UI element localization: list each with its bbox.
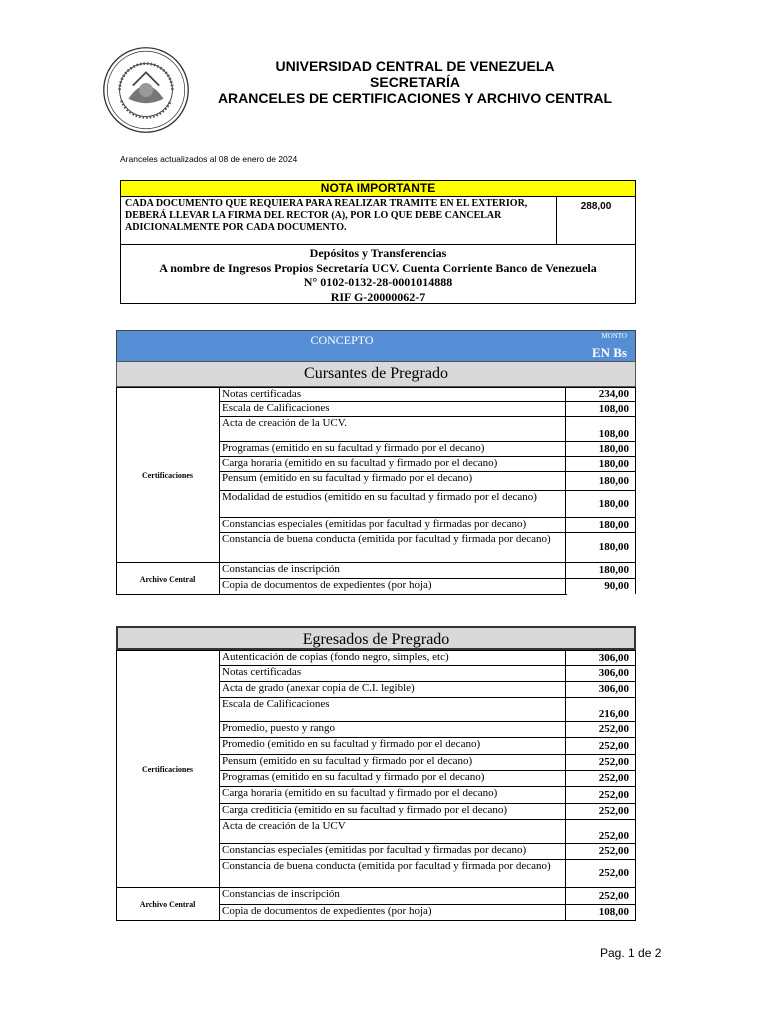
row-amount: 108,00 bbox=[566, 417, 636, 441]
cursantes-group-certificaciones: Certificaciones bbox=[116, 387, 219, 562]
deposit-info bbox=[120, 244, 636, 304]
deposit-line-2: A nombre de Ingresos Propios Secretaría UCV. Cuenta Corriente Banco de Venezuela bbox=[159, 260, 597, 275]
table-row bbox=[219, 490, 636, 517]
deposit-line-3: N° 0102-0132-28-0001014888 bbox=[303, 275, 453, 289]
row-concept: Constancia de buena conducta (emitida por facultad y firmada por decano) bbox=[219, 533, 566, 562]
note-title: NOTA IMPORTANTE bbox=[120, 180, 636, 197]
row-amount: 216,00 bbox=[566, 698, 636, 721]
row-concept: Modalidad de estudios (emitido en su facultad y firmado por el decano) bbox=[219, 491, 566, 517]
table-row bbox=[219, 578, 636, 594]
row-concept: Copia de documentos de expedientes (por hoja) bbox=[219, 905, 566, 920]
row-amount: 180,00 bbox=[566, 442, 636, 456]
table-row bbox=[219, 754, 636, 770]
row-amount: 252,00 bbox=[566, 771, 636, 786]
egresados-bottom-line bbox=[116, 920, 636, 921]
table-header bbox=[116, 330, 636, 362]
egresados-group-certificaciones: Certificaciones bbox=[116, 650, 219, 887]
row-concept: Notas certificadas bbox=[219, 388, 566, 401]
row-concept: Escala de Calificaciones bbox=[219, 698, 566, 721]
row-amount: 252,00 bbox=[566, 738, 636, 754]
row-concept: Pensum (emitido en su facultad y firmado por el decano) bbox=[219, 472, 566, 490]
table-row bbox=[219, 681, 636, 697]
row-concept: Acta de creación de la UCV. bbox=[219, 417, 566, 441]
row-amount: 252,00 bbox=[566, 755, 636, 770]
table-row bbox=[219, 859, 636, 887]
page-number: Pag. 1 de 2 bbox=[600, 946, 662, 960]
row-concept: Constancias de inscripción bbox=[219, 563, 566, 578]
header-line-3: ARANCELES DE CERTIFICACIONES Y ARCHIVO CENTRAL bbox=[217, 90, 613, 106]
table-row bbox=[219, 441, 636, 456]
cursantes-bottom-line bbox=[116, 594, 567, 595]
row-concept: Constancias de inscripción bbox=[219, 888, 566, 904]
concepto-header: CONCEPTO bbox=[310, 333, 374, 347]
row-concept: Carga horaria (emitido en su facultad y firmado por el decano) bbox=[219, 457, 566, 471]
table-row bbox=[219, 721, 636, 737]
row-concept: Autenticación de copias (fondo negro, simples, etc) bbox=[219, 651, 566, 665]
row-concept: Acta de grado (anexar copia de C.I. legible) bbox=[219, 682, 566, 697]
row-concept: Promedio, puesto y rango bbox=[219, 722, 566, 737]
row-concept: Programas (emitido en su facultad y firmado por el decano) bbox=[219, 771, 566, 786]
table-row bbox=[219, 904, 636, 920]
row-concept: Constancia de buena conducta (emitida por facultad y firmada por decano) bbox=[219, 860, 566, 887]
row-amount: 306,00 bbox=[566, 651, 636, 665]
table-row bbox=[219, 843, 636, 859]
cursantes-group-archivo: Archivo Central bbox=[116, 562, 219, 595]
en-bs-header: EN Bs bbox=[591, 345, 627, 360]
table-row bbox=[219, 517, 636, 532]
row-concept: Carga horaria (emitido en su facultad y firmado por el decano) bbox=[219, 787, 566, 803]
table-row bbox=[219, 786, 636, 803]
row-amount: 252,00 bbox=[566, 722, 636, 737]
row-amount: 306,00 bbox=[566, 682, 636, 697]
updated-date: Aranceles actualizados al 08 de enero de 2024 bbox=[120, 154, 298, 164]
row-amount: 90,00 bbox=[566, 579, 636, 594]
deposit-line-1: Depósitos y Transferencias bbox=[309, 246, 447, 260]
header-line-2: SECRETARÍA bbox=[370, 74, 460, 90]
row-amount: 252,00 bbox=[566, 804, 636, 819]
note-amount: 288,00 bbox=[556, 196, 636, 245]
note-text: CADA DOCUMENTO QUE REQUIERA PARA REALIZAR TRAMITE EN EL EXTERIOR, DEBERÁ LLEVAR LA FIRMA DEL RECTOR (A), POR LO QUE DEBE CANCELAR ADICIONALMENTE POR CADA DOCUMENTO. bbox=[120, 196, 557, 245]
university-seal-icon bbox=[102, 46, 190, 134]
row-amount: 180,00 bbox=[566, 472, 636, 490]
table-row bbox=[219, 665, 636, 681]
row-concept: Constancias especiales (emitidas por facultad y firmadas por decano) bbox=[219, 844, 566, 859]
row-concept: Promedio (emitido en su facultad y firmado por el decano) bbox=[219, 738, 566, 754]
row-concept: Programas (emitido en su facultad y firmado por el decano) bbox=[219, 442, 566, 456]
header-line-1: UNIVERSIDAD CENTRAL DE VENEZUELA bbox=[275, 58, 555, 74]
row-amount: 180,00 bbox=[566, 563, 636, 578]
table-row bbox=[219, 650, 636, 665]
table-row bbox=[219, 387, 636, 401]
table-row bbox=[219, 803, 636, 819]
row-amount: 180,00 bbox=[566, 491, 636, 517]
row-concept: Escala de Calificaciones bbox=[219, 402, 566, 416]
row-amount: 108,00 bbox=[566, 402, 636, 416]
table-row bbox=[219, 532, 636, 562]
row-amount: 108,00 bbox=[566, 905, 636, 920]
row-amount: 252,00 bbox=[566, 860, 636, 887]
egresados-group-archivo: Archivo Central bbox=[116, 887, 219, 921]
row-concept: Pensum (emitido en su facultad y firmado por el decano) bbox=[219, 755, 566, 770]
row-amount: 180,00 bbox=[566, 518, 636, 532]
row-amount: 180,00 bbox=[566, 457, 636, 471]
monto-header: MONTO bbox=[601, 332, 627, 340]
deposit-line-4: RIF G-20000062-7 bbox=[330, 289, 426, 304]
table-row bbox=[219, 697, 636, 721]
row-amount: 252,00 bbox=[566, 844, 636, 859]
row-concept: Copia de documentos de expedientes (por hoja) bbox=[219, 579, 566, 594]
table-row bbox=[219, 819, 636, 843]
row-amount: 252,00 bbox=[566, 888, 636, 904]
row-concept: Notas certificadas bbox=[219, 666, 566, 681]
table-row bbox=[219, 416, 636, 441]
row-concept: Acta de creación de la UCV bbox=[219, 820, 566, 843]
table-row bbox=[219, 471, 636, 490]
table-row bbox=[219, 401, 636, 416]
table-row bbox=[219, 737, 636, 754]
row-amount: 306,00 bbox=[566, 666, 636, 681]
row-amount: 252,00 bbox=[566, 820, 636, 843]
table-row bbox=[219, 562, 636, 578]
row-amount: 234,00 bbox=[566, 388, 636, 401]
row-amount: 252,00 bbox=[566, 787, 636, 803]
section-cursantes-title: Cursantes de Pregrado bbox=[116, 361, 636, 387]
table-row bbox=[219, 456, 636, 471]
table-row bbox=[219, 770, 636, 786]
row-concept: Constancias especiales (emitidas por facultad y firmadas por decano) bbox=[219, 518, 566, 532]
section-egresados-title: Egresados de Pregrado bbox=[116, 626, 636, 650]
table-row bbox=[219, 887, 636, 904]
row-amount: 180,00 bbox=[566, 533, 636, 562]
row-concept: Carga crediticia (emitido en su facultad y firmado por el decano) bbox=[219, 804, 566, 819]
